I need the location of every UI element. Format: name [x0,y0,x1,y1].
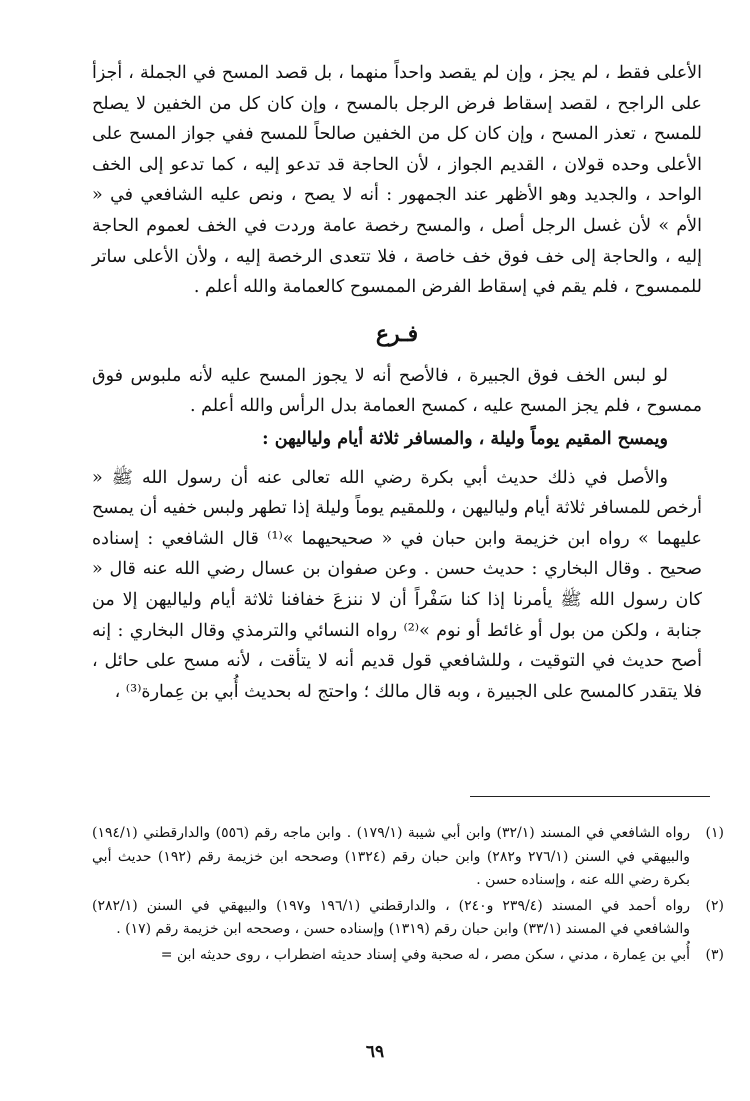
footnote-3 [92,944,724,968]
footnote-text: رواه الشافعي في المسند (٣٢/١) وابن أبي شيبة (١٧٩/١) . وابن ماجه رقم (٥٥٦) والدارقطني (١٩٤/١) والبيهقي في السنن (٢٧٦/١ و٢٨٢) وابن حبان رقم (١٣٢٤) وصححه ابن خزيمة رقم (١٩٢) حديث أبي بكرة رضي الله عنه ، وإسناده حسن . [92,825,690,888]
footnote-2 [92,895,724,942]
footnote-1 [92,822,724,893]
footnote-number: (١) [705,825,724,841]
footnote-number: (٣) [705,946,724,963]
footnote-text: رواه أحمد في المسند (٢٣٩/٤ و٢٤٠) ، والدارقطني (١٩٦/١ و١٩٧) والبيهقي في السنن (٢٨٢/١) والشافعي في المسند (٣٣/١) وابن حبان رقم (١٣١٩) وإسناده حسن ، وصححه ابن خزيمة رقم (١٧) . [92,897,691,937]
paragraph-branch: لو لبس الخف فوق الجبيرة ، فالأصح أنه لا يجوز المسح عليه لأنه ملبوس فوق ممسوح ، فلم يجز المسح عليه ، كمسح العمامة بدل الرأس والله أعلم . [92,365,702,417]
matn-line: ويمسح المقيم يوماً وليلة ، والمسافر ثلاثة أيام ولياليهن : [262,428,668,449]
page-number: ٦٩ [365,1042,385,1062]
footnote-separator [470,796,710,797]
main-text [92,58,702,707]
paragraph-evidence: والأصل في ذلك حديث أبي بكرة رضي الله تعالى عنه أن رسول الله ﷺ « أرخص للمسافر ثلاثة أيام ولياليهن ، وللمقيم يوماً وليلة إذا تطهر ولبس خفيه أن يمسح عليهما » رواه ابن خزيمة وابن حبان في « صحيحيهما »⁽¹⁾ قال الشافعي : إسناده صحيح . وقال البخاري : حديث حسن . وعن صفوان بن عسال رضي الله عنه قال « كان رسول الله ﷺ يأمرنا إذا كنا سَفْراً أن لا ننزعَ خفافنا ثلاثة أيام ولياليهن إلا من جنابة ، ولكن من بول أو غائط أو نوم »⁽²⁾ رواه النسائي والترمذي وقال البخاري : إنه أصح حديث في التوقيت ، وللشافعي قول قديم أنه لا يتأقت ، لأنه مسح على حائل ، فلا يتقدر كالمسح على الجبيرة ، وبه قال مالك ؛ واحتج له بحديث أُبي بن عِمارة⁽³⁾ ، [92,467,702,702]
footnote-text: أُبي بن عِمارة ، مدني ، سكن مصر ، له صحبة وفي إسناد حديثه اضطراب ، روى حديثه ابن = [160,946,690,963]
paragraph-1: الأعلى فقط ، لم يجز ، وإن لم يقصد واحداً منهما ، بل قصد المسح في الجملة ، أجزأ على الراجح ، لقصد إسقاط فرض الرجل بالمسح ، وإن كان كل من الخفين لا يصلح للمسح ، تعذر المسح ، وإن كان كل من الخفين صالحاً للمسح ففي جواز المسح على الأعلى وحده قولان ، القديم الجواز ، لأن الحاجة قد تدعو إليه ، كما تدعو إلى الخف الواحد ، والجديد وهو الأظهر عند الجمهور : أنه لا يصح ، ونص عليه الشافعي في « الأم » لأن غسل الرجل أصل ، والمسح رخصة عامة وردت في الخف لعموم الحاجة إليه ، والحاجة إلى خف فوق خف خاصة ، فلا تتعدى الرخصة إليه ، ولأن الأعلى ساتر للممسوح ، فلم يقم في إسقاط الفرض الممسوح كالعمامة والله أعلم . [92,63,702,298]
section-heading: فـرع [375,320,419,347]
footnote-number: (٢) [705,897,724,914]
footnotes [92,822,724,969]
